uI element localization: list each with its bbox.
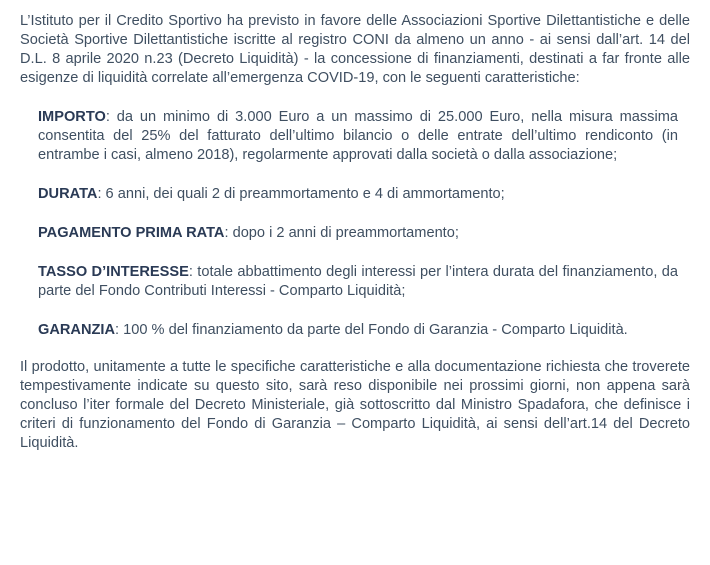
feature-label: PAGAMENTO PRIMA RATA [38, 225, 225, 241]
feature-text: : dopo i 2 anni di preammortamento; [224, 225, 459, 241]
intro-paragraph: L’Istituto per il Credito Sportivo ha previsto in favore delle Associazioni Sportive Dilettantistiche e delle Società Sportive Dilettantistiche iscritte al registro CONI da almeno un anno - ai sensi dall’art. 14 del D.L. 8 aprile 2020 n.23 (Decreto Liquidità) - la concessione di finanziamenti, destinati a far fronte alle esigenze di liquidità correlate all’emergenza COVID-19, con le seguenti caratteristiche: [20, 13, 690, 86]
feature-text: : 6 anni, dei quali 2 di preammortamento e 4 di ammortamento; [97, 186, 505, 202]
feature-tasso-interesse [38, 263, 678, 301]
feature-durata [38, 185, 678, 204]
feature-label: GARANZIA [38, 322, 116, 338]
outro-paragraph: Il prodotto, unitamente a tutte le specifiche caratteristiche e alla documentazione richiesta che troverete tempestivamente indicate su questo sito, sarà reso disponibile nei prossimi giorni, non appena sarà concluso l’iter formale del Decreto Ministeriale, già sottoscritto dal Ministro Spadafora, che definisce i criteri di funzionamento del Fondo di Garanzia – Comparto Liquidità, ai sensi dell’art.14 del Decreto Liquidità. [20, 359, 690, 451]
feature-pagamento-prima-rata [38, 224, 678, 243]
feature-importo [38, 108, 678, 165]
feature-label: TASSO D’INTERESSE [38, 264, 189, 280]
features-list [20, 108, 690, 340]
feature-label: IMPORTO [38, 109, 106, 125]
feature-text: : da un minimo di 3.000 Euro a un massimo di 25.000 Euro, nella misura massima consentita del 25% del fatturato dell’ultimo bilancio o delle entrate dell’ultimo rendiconto (in entrambe i casi, almeno 2018), regolarmente approvati dalla società o dalla associazione; [38, 109, 678, 163]
feature-text: : 100 % del finanziamento da parte del Fondo di Garanzia - Comparto Liquidità. [115, 322, 628, 338]
feature-text: : totale abbattimento degli interessi per l’intera durata del finanziamento, da parte del Fondo Contributi Interessi - Comparto Liquidità; [38, 264, 678, 299]
feature-garanzia [38, 321, 678, 340]
feature-label: DURATA [38, 186, 98, 202]
